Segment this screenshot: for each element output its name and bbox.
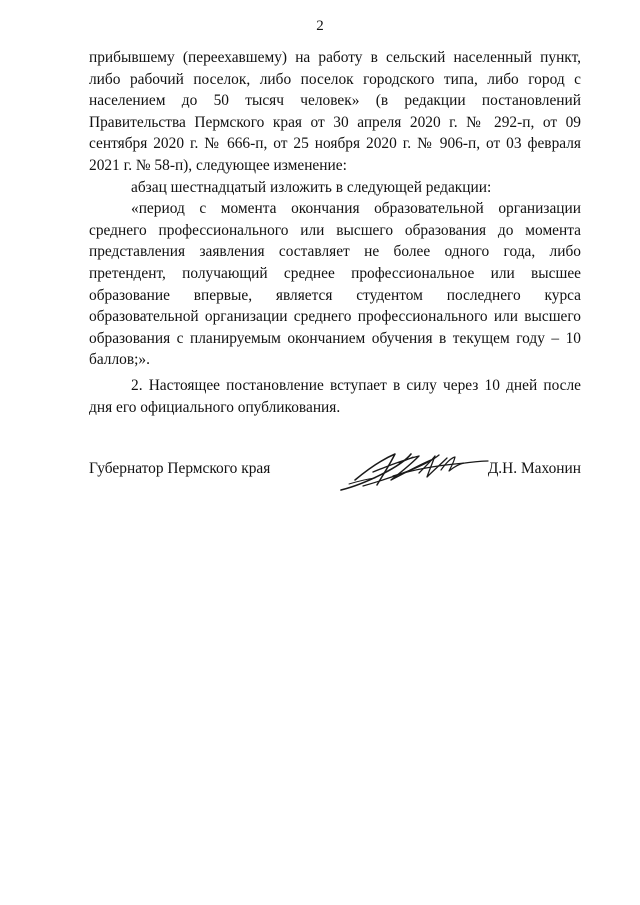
paragraph-effective-date: 2. Настоящее постановление вступает в силу через 10 дней после дня его официального опубликования. [89,376,581,416]
paragraph-quoted-text: «период с момента окончания образовательной организации среднего профессионального или высшего образования до момента представления заявления составляет не более одного года, либо претендент, получающий среднее профессиональное или высшее образование впервые, является студентом последнего курса образовательной организации среднего профессионального или высшего образования с планируемым окончанием обучения в текущем году – 10 баллов;». [89,200,581,369]
paragraph-continuation: прибывшему (переехавшему) на работу в сельский населенный пункт, либо рабочий поселок, либо поселок городского типа, либо город с населением до 50 тысяч человек» (в редакции постановлений Правительства Пермского края от 30 апреля 2020 г. № 292-п, от 09 сентября 2020 г. № 666-п, от 25 ноября 2020 г. № 906-п, от 03 февраля 2021 г. № 58-п), следующее изменение: [89,49,581,174]
signer-title: Губернатор Пермского края [89,460,271,477]
paragraph-instruction: абзац шестнадцатый изложить в следующей редакции: [131,178,492,196]
signer-name: Д.Н. Махонин [487,460,581,477]
signature-block [89,446,581,496]
document-body [89,47,581,418]
page-number: 2 [316,18,324,34]
handwritten-signature [333,446,489,496]
